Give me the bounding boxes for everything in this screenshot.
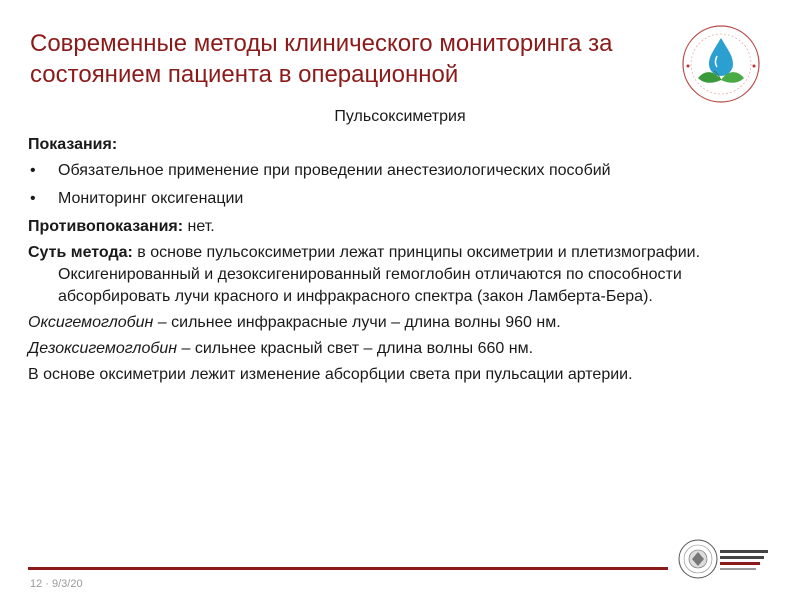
contraindications-value: нет.: [183, 218, 215, 235]
slide-number-date: 12 · 9/3/20: [30, 578, 83, 590]
essence-text: в основе пульсоксиметрии лежат принципы оксиметрии и плетизмографии. Оксигенированный и дезоксигенированный гемоглобин отличаются по способности абсорбировать лучи красного и инфракрасного спектра (закон Ламберта-Бера).: [58, 244, 701, 305]
indications-heading: [28, 134, 768, 156]
deoxyhemoglobin-text: – сильнее красный свет – длина волны 660 нм.: [177, 340, 534, 357]
indication-item: • Обязательное применение при проведении анестезиологических пособий: [28, 160, 768, 182]
contraindications-paragraph: [28, 216, 768, 238]
title-line-1: Современные методы клинического мониторинга за: [30, 30, 613, 57]
footer-divider: [28, 567, 668, 570]
slide-subtitle: Пульсоксиметрия: [334, 108, 466, 125]
indications-label: Показания:: [28, 136, 118, 153]
oxyhemoglobin-term: Оксигемоглобин: [28, 314, 154, 331]
oxyhemoglobin-text: – сильнее инфракрасные лучи – длина волны 960 нм.: [153, 314, 561, 331]
title-line-2: состоянием пациента в операционной: [30, 61, 459, 88]
deoxyhemoglobin-paragraph: [28, 338, 768, 360]
indications-list: [28, 160, 768, 210]
university-logo: [676, 532, 772, 586]
deoxyhemoglobin-term: Дезоксигемоглобин: [28, 340, 178, 357]
method-essence-paragraph: [28, 242, 768, 308]
indication-item: • Мониторинг оксигенации: [28, 188, 768, 210]
association-seal-logo: [676, 22, 766, 106]
slide-body: [28, 134, 768, 390]
oxyhemoglobin-paragraph: [28, 312, 768, 334]
essence-label: Суть метода:: [28, 244, 133, 261]
contraindications-label: Противопоказания:: [28, 218, 184, 235]
oximetry-basis-paragraph: В основе оксиметрии лежит изменение абсорбции света при пульсации артерии.: [28, 366, 633, 383]
slide-title: [30, 28, 680, 90]
